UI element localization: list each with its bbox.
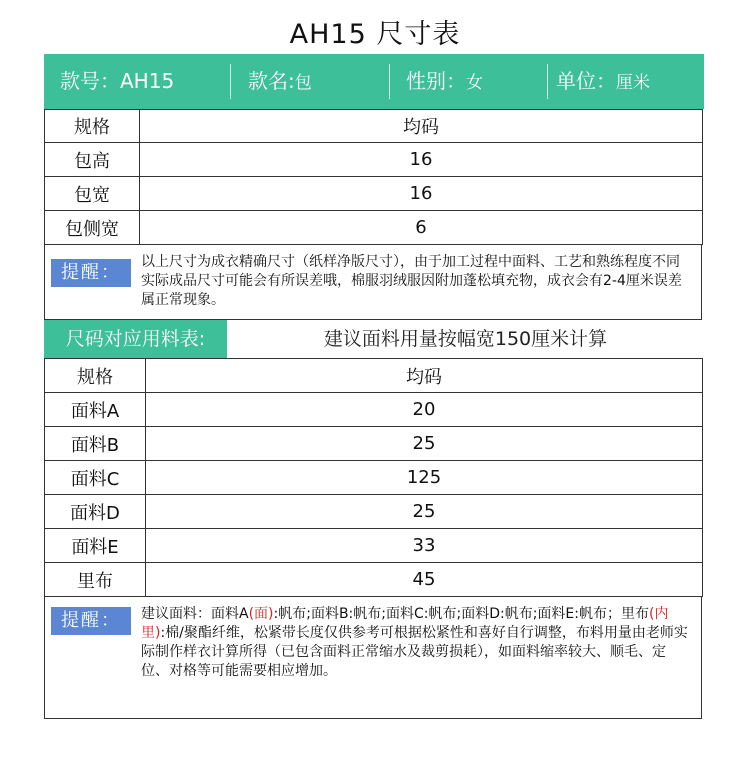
header-divider [230, 64, 231, 99]
header-divider [547, 64, 548, 99]
reminder-text-part: :棉/聚酯纤维，松紧带长度仅供参考可根据松紧性和喜好自行调整，布料用量由老师实际制作样衣计算所得（已包含面料正常缩水及裁剪损耗），如面料缩率较大、顺毛、定位、对格等可能需要相应增加。 [141, 625, 688, 679]
style-name-label: 款名: [248, 69, 295, 93]
style-no-field [60, 54, 174, 109]
highlight-face: (面) [248, 606, 274, 622]
reminder-text-part: 建议面料：面料A [141, 606, 249, 622]
size-table [44, 109, 703, 245]
reminder-tag: 提醒： [51, 259, 131, 287]
table-row [45, 529, 703, 563]
style-name-value: 包 [294, 73, 312, 93]
fabric-table [44, 358, 703, 597]
style-no-value: AH15 [120, 69, 175, 93]
page-title: AH15 尺寸表 [289, 19, 461, 50]
row-label: 面料A [45, 393, 146, 427]
unit-label: 单位： [556, 69, 616, 93]
spec-header-bar [44, 54, 704, 109]
table-header-row [45, 359, 703, 393]
style-name-field [248, 54, 312, 109]
table-row [45, 563, 703, 597]
table-row [45, 177, 703, 211]
row-label: 包侧宽 [45, 211, 140, 245]
column-header: 规格 [45, 110, 140, 143]
unit-field [556, 54, 650, 109]
column-header: 规格 [45, 359, 146, 393]
header-divider [389, 64, 390, 99]
table-row [45, 143, 703, 177]
row-label: 面料B [45, 427, 146, 461]
fabric-usage-bar [44, 320, 704, 358]
fabric-reminder-box [44, 596, 702, 719]
table-row [45, 393, 703, 427]
row-value: 16 [140, 143, 703, 177]
row-label: 包宽 [45, 177, 140, 211]
highlight-lining: (内里) [141, 606, 669, 641]
reminder-tag: 提醒： [51, 607, 131, 635]
gender-label: 性别： [406, 69, 466, 93]
row-value: 6 [140, 211, 703, 245]
row-label: 面料C [45, 461, 146, 495]
row-label: 里布 [45, 563, 146, 597]
row-value: 45 [146, 563, 703, 597]
row-value: 33 [146, 529, 703, 563]
table-row [45, 495, 703, 529]
reminder-text-part: :帆布;面料B:帆布;面料C:帆布;面料D:帆布;面料E:帆布；里布 [273, 606, 649, 622]
row-label: 面料E [45, 529, 146, 563]
gender-field [406, 54, 483, 109]
row-label: 包高 [45, 143, 140, 177]
row-label: 面料D [45, 495, 146, 529]
fabric-reminder-text [141, 605, 691, 681]
row-value: 125 [146, 461, 703, 495]
reminder-box [44, 244, 702, 320]
row-value: 25 [146, 427, 703, 461]
gender-value: 女 [466, 73, 483, 93]
fabric-width-note: 建议面料用量按幅宽150厘米计算 [323, 328, 608, 350]
unit-value: 厘米 [616, 73, 650, 93]
row-value: 25 [146, 495, 703, 529]
row-value: 16 [140, 177, 703, 211]
style-no-label: 款号： [60, 69, 120, 93]
table-header-row [45, 110, 703, 143]
table-row [45, 461, 703, 495]
column-header: 均码 [146, 359, 703, 393]
fabric-usage-label: 尺码对应用料表: [44, 320, 227, 358]
column-header: 均码 [140, 110, 703, 143]
row-value: 20 [146, 393, 703, 427]
table-row [45, 211, 703, 245]
reminder-text: 以上尺寸为成衣精确尺寸（纸样净版尺寸），由于加工过程中面料、工艺和熟练程度不同实际成品尺寸可能会有所误差哦，棉服羽绒服因附加蓬松填充物，成衣会有2-4厘米误差属正常现象。 [141, 254, 682, 308]
table-row [45, 427, 703, 461]
